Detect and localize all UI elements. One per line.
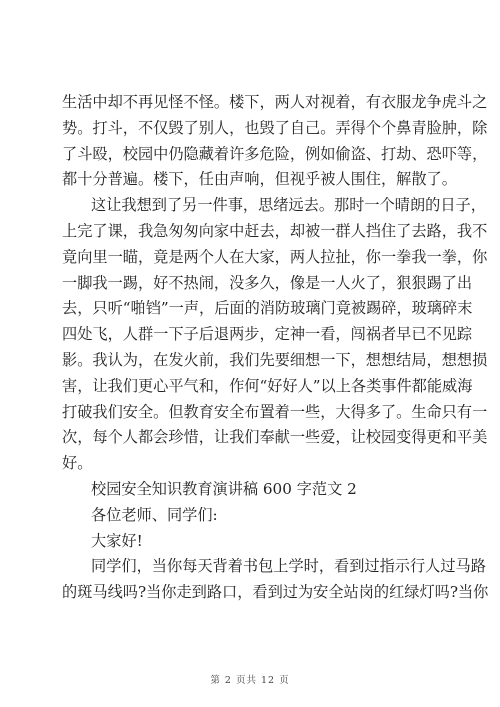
body-line: 次，每个人都会珍惜，让我们奉献一些爱，让校园变得更和平美 bbox=[62, 428, 488, 447]
body-line: 竟向里一瞄，竟是两个人在大家，两人拉扯，你一拳我一拳，你 bbox=[62, 247, 488, 266]
body-line: 都十分普遍。楼下，任由声响，但视乎被人围住，解散了。 bbox=[62, 170, 457, 189]
body-line: 害，让我们更心平气和，作何“好好人”以上各类事件都能威海 bbox=[62, 376, 473, 395]
section-heading: 校园安全知识教育演讲稿 600 字范文 2 bbox=[91, 479, 357, 498]
salutation: 各位老师、同学们: bbox=[91, 505, 218, 524]
body-line: 了斗殴，校园中仍隐藏着许多危险，例如偷盗、打劫、恐吓等， bbox=[62, 144, 488, 163]
body-line: 的斑马线吗?当你走到路口，看到过为安全站岗的红绿灯吗?当你 bbox=[62, 583, 489, 602]
body-line: 一脚我一踢，好不热闹，没多久，像是一人火了，狠狠踢了出 bbox=[62, 273, 473, 292]
body-line: 上完了课，我急匆匆向家中赶去，却被一群人挡住了去路，我不 bbox=[62, 221, 488, 240]
body-line: 去，只听“啪铛”一声，后面的消防玻璃门竟被踢碎，玻璃碎末 bbox=[62, 299, 473, 318]
body-line: 势。打斗，不仅毁了别人，也毁了自己。弄得个个鼻青脸肿，除 bbox=[62, 118, 488, 137]
greeting: 大家好! bbox=[91, 531, 143, 550]
body-line: 好。 bbox=[62, 454, 93, 473]
body-line: 这让我想到了另一件事，思绪远去。那时一个晴朗的日子， bbox=[91, 196, 486, 215]
body-line: 生活中却不再见怪不怪。楼下，两人对视着，有衣服龙争虎斗之 bbox=[62, 93, 488, 111]
body-line: 同学们，当你每天背着书包上学时，看到过指示行人过马路 bbox=[91, 557, 486, 576]
body-line: 四处飞，人群一下子后退两步，定神一看，闯祸者早已不见踪 bbox=[62, 325, 473, 344]
body-line: 打破我们安全。但教育安全布置着一些，大得多了。生命只有一 bbox=[62, 402, 488, 421]
page-number-footer: 第 2 页共 12 页 bbox=[210, 675, 290, 686]
document-body bbox=[62, 90, 489, 606]
body-line: 影。我认为，在发火前，我们先要细想一下，想想结局，想想损 bbox=[62, 350, 488, 369]
